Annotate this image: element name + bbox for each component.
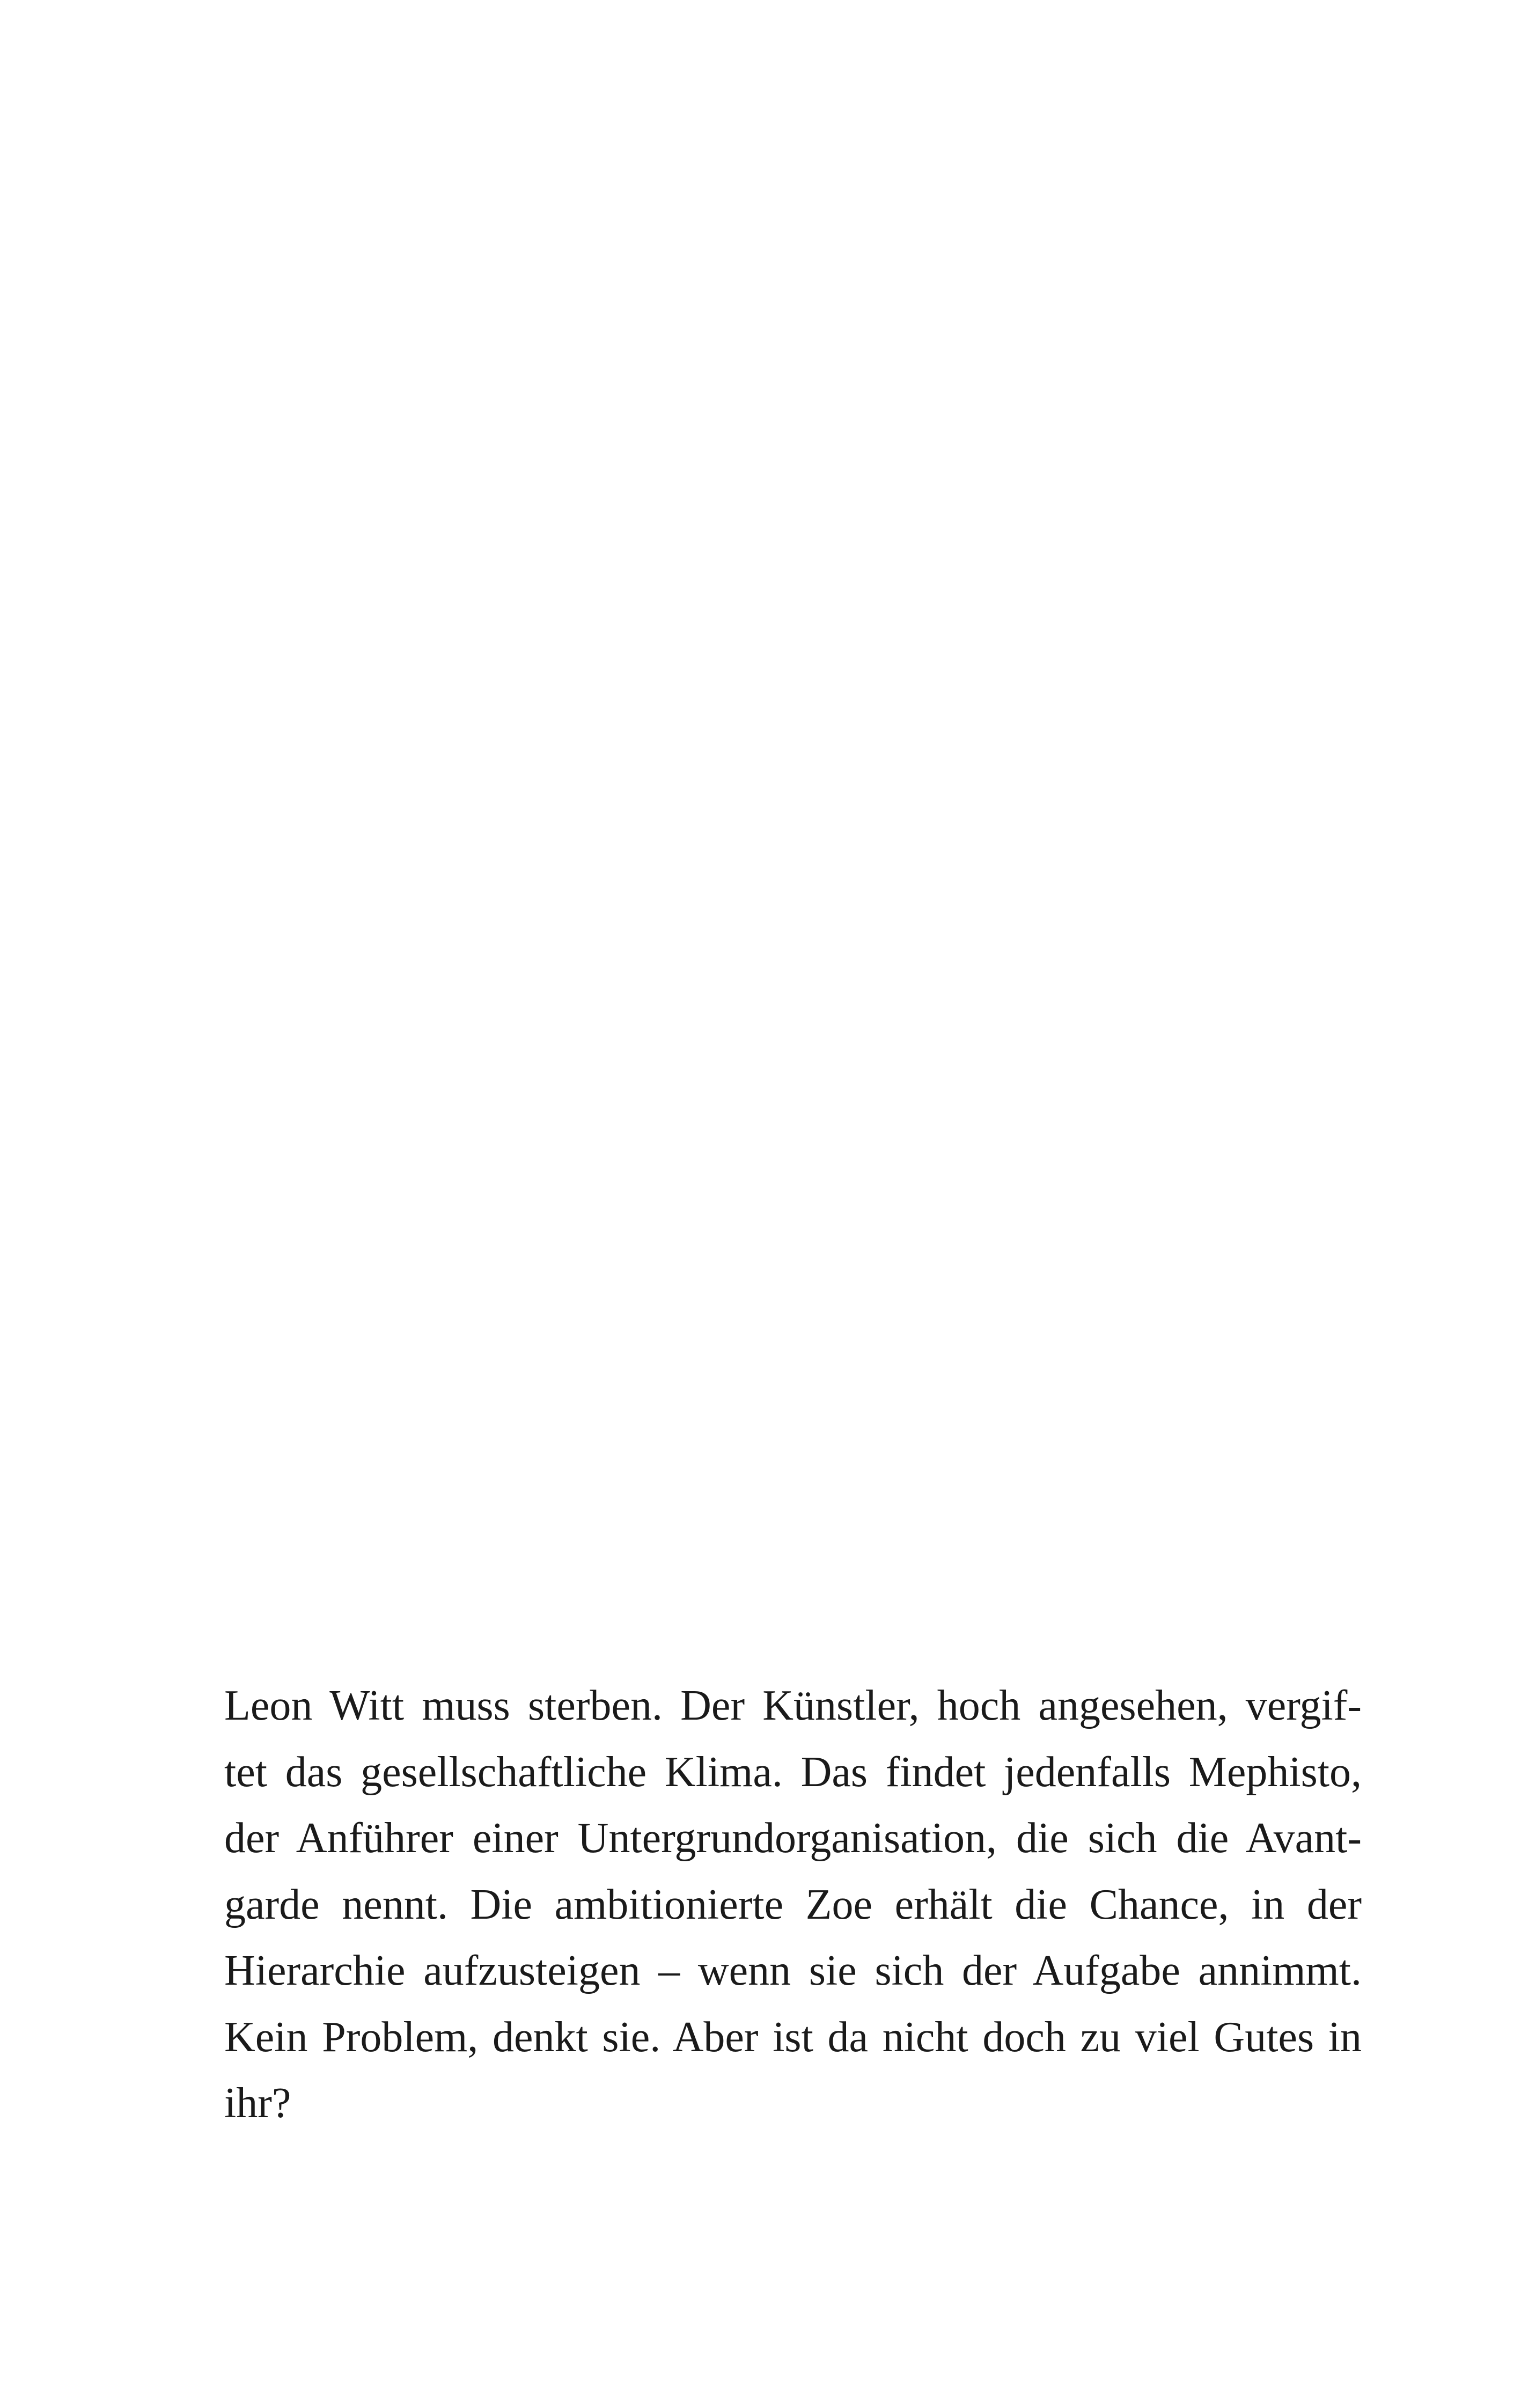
blurb-line: Kein Problem, denkt sie. Aber ist da nicht doch zu viel Gutes in: [224, 2013, 1362, 2061]
blurb-line: tet das gesellschaftliche Klima. Das findet jedenfalls Mephisto,: [224, 1748, 1362, 1796]
blurb-line: ihr?: [224, 2080, 291, 2127]
blurb-line: Hierarchie aufzusteigen – wenn sie sich der Aufgabe annimmt.: [224, 1947, 1362, 1994]
blurb-line: Leon Witt muss sterben. Der Künstler, hoch angesehen, vergif-: [224, 1682, 1362, 1729]
blurb-line: garde nennt. Die ambitionierte Zoe erhält die Chance, in der: [224, 1881, 1362, 1928]
blurb-paragraph: [224, 1673, 1362, 2137]
blurb-line: der Anführer einer Untergrundorganisation, die sich die Avant-: [224, 1815, 1362, 1862]
